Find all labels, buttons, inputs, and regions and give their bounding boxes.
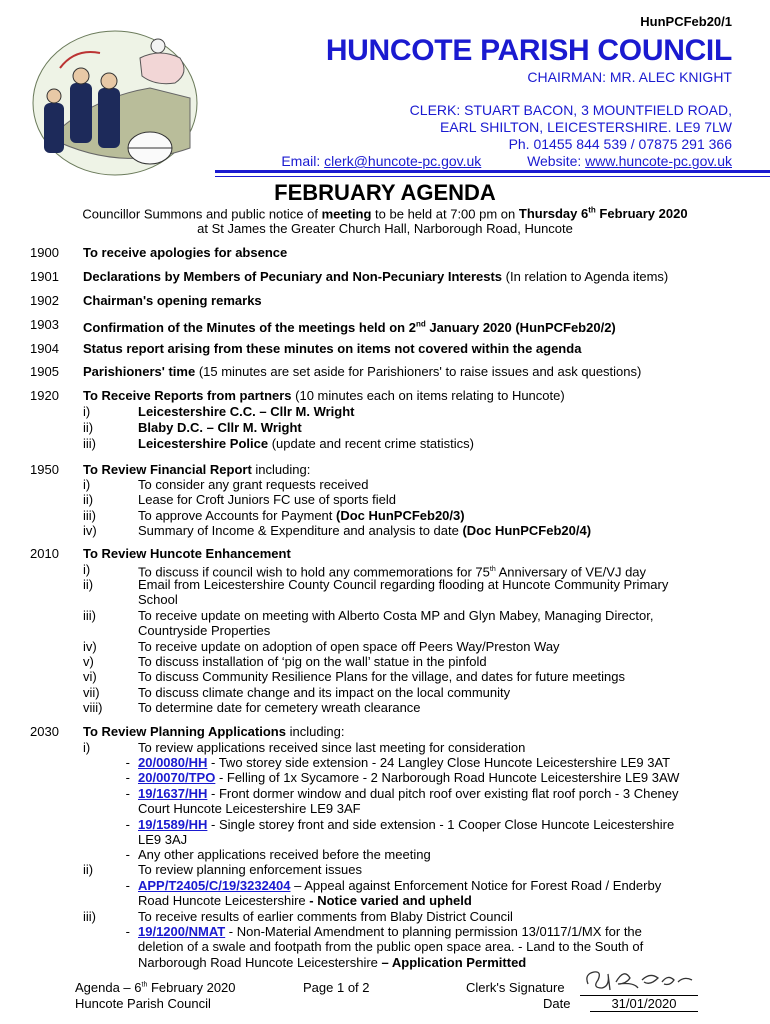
chairman: CHAIRMAN: MR. ALEC KNIGHT [527,69,732,85]
website-link[interactable]: www.huncote-pc.gov.uk [585,153,732,169]
clerk-address-line1: CLERK: STUART BACON, 3 MOUNTFIELD ROAD, [409,102,732,118]
planning-ref-link[interactable]: 20/0070/TPO [138,770,216,785]
meeting-summons: Councillor Summons and public notice of meeting to be held at 7:00 pm on Thursday 6th February 2020 [82,206,688,222]
date-label: Date [543,996,571,1011]
document-reference: HunPCFeb20/1 [640,14,732,29]
council-name: HUNCOTE PARISH COUNCIL [325,34,732,67]
footer-agenda-date: Agenda – 6th February 2020 [75,980,236,995]
agenda-title: FEBRUARY AGENDA [274,180,496,205]
planning-ref-link[interactable]: 19/1637/HH [138,786,208,801]
planning-ref-link[interactable]: 19/1589/HH [138,817,208,832]
header-divider [215,170,770,173]
footer-council: Huncote Parish Council [75,996,211,1011]
council-logo [30,28,200,178]
planning-ref-link[interactable]: 20/0080/HH [138,755,208,770]
email-label: Email: [281,153,325,169]
meeting-venue: at St James the Greater Church Hall, Narborough Road, Huncote [197,221,573,236]
signature-date: 31/01/2020 [590,996,698,1012]
website-label: Website: [527,153,586,169]
signature-label: Clerk's Signature [466,980,565,995]
clerk-address-line2: EARL SHILTON, LEICESTERSHIRE. LE9 7LW [439,119,732,135]
planning-ref-link[interactable]: 19/1200/NMAT [138,924,226,939]
header-divider-thin [215,176,770,177]
clerk-signature [580,962,698,996]
email-link[interactable]: clerk@huncote-pc.gov.uk [324,153,482,169]
clerk-phone: Ph. 01455 844 539 / 07875 291 366 [508,136,732,152]
appeal-ref-link[interactable]: APP/T2405/C/19/3232404 [138,878,291,893]
contact-row [281,153,732,169]
page-number: Page 1 of 2 [303,980,370,995]
